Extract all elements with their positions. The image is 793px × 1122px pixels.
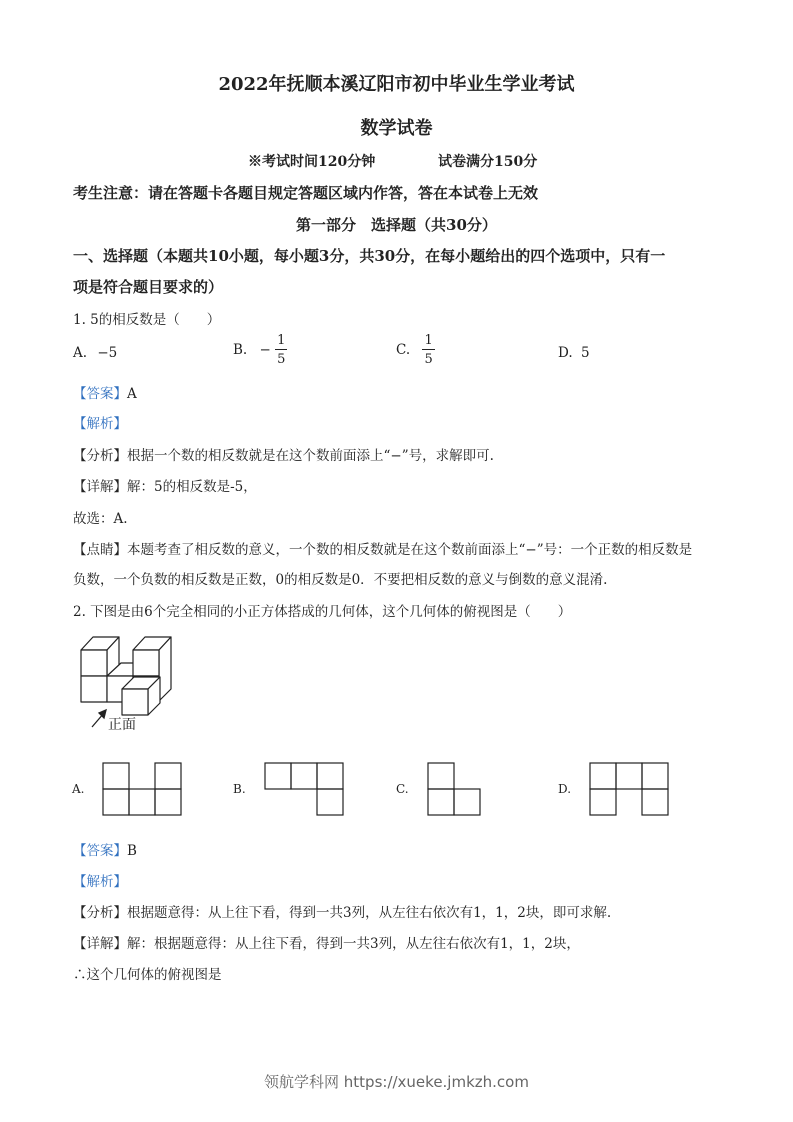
- q2-fenxi: [73, 901, 611, 921]
- q1-xiangjie-text: 解：5的相反数是-5，: [127, 479, 257, 495]
- q1-option-b-denominator: 5: [277, 352, 286, 367]
- q1-option-a-value: −5: [97, 345, 118, 361]
- q2-answer: [73, 839, 137, 859]
- q1-option-c-numerator: 1: [424, 333, 433, 348]
- q1-choice: 故选：A.: [73, 511, 128, 527]
- q2-option-c-grid[interactable]: [428, 763, 480, 815]
- q2-option-a-label: A.: [72, 782, 85, 796]
- q1-fenxi-tag: 【分析】: [73, 448, 127, 464]
- q1-option-b-numerator: 1: [277, 333, 286, 348]
- exam-score: 试卷满分150分: [438, 154, 538, 170]
- q1-answer-value: A: [127, 386, 137, 402]
- q1-option-c-denominator: 5: [424, 352, 433, 367]
- q1-stem: 1. 5的相反数是（ ）: [73, 312, 221, 328]
- q1-dianjing-tag: 【点睛】: [73, 542, 127, 558]
- section-heading-line1: 一、选择题（本题共10小题，每小题3分，共30分，在每小题给出的四个选项中，只有一: [73, 247, 666, 265]
- q2-xiangjie: [73, 932, 580, 952]
- q2-fenxi-tag: 【分析】: [73, 905, 127, 921]
- q2-analysis-tag: 【解析】: [73, 874, 127, 890]
- q2-xiangjie-text: 解：根据题意得：从上往下看，得到一共3列，从左往右依次有1，1，2块，: [127, 936, 580, 952]
- q1-dianjing-text1: 本题考查了相反数的意义，一个数的相反数就是在这个数前面添上“−”号：一个正数的相反数是: [127, 542, 693, 558]
- q1-analysis-tag: 【解析】: [73, 416, 127, 432]
- section-heading-line2: 项是符合题目要求的）: [73, 278, 224, 296]
- q1-dianjing-line2: 负数，一个负数的相反数是正数，0的相反数是0．不要把相反数的意义与倒数的意义混淆.: [73, 572, 608, 588]
- q1-option-d-label: D.: [558, 345, 573, 361]
- q2-answer-value: B: [127, 843, 137, 859]
- q2-stem: 2. 下图是由6个完全相同的小正方体搭成的几何体，这个几何体的俯视图是（ ）: [73, 604, 572, 620]
- front-view-label: 正面: [108, 717, 136, 733]
- q1-option-b-label: B.: [233, 342, 248, 358]
- q2-fenxi-text: 根据题意得：从上往下看，得到一共3列，从左往右依次有1，1，2块，即可求解.: [127, 905, 612, 921]
- q2-option-d-label: D.: [558, 782, 572, 796]
- exam-time: ※考试时间120分钟: [248, 154, 376, 170]
- q1-xiangjie-tag: 【详解】: [73, 479, 127, 495]
- part-heading: 第一部分 选择题（共30分）: [296, 216, 497, 234]
- q1-fenxi-text: 根据一个数的相反数就是在这个数前面添上“−”号，求解即可.: [127, 448, 494, 464]
- q2-therefore: ∴这个几何体的俯视图是: [73, 967, 222, 983]
- q2-option-b-label: B.: [233, 782, 246, 796]
- q2-answer-tag: 【答案】: [73, 843, 127, 859]
- q2-option-c-label: C.: [396, 782, 409, 796]
- q1-option-d-value: 5: [580, 345, 590, 361]
- q1-option-b-sign: −: [259, 342, 271, 358]
- footer-watermark-link[interactable]: 领航学科网 https://xueke.jmkzh.com: [264, 1073, 529, 1091]
- q2-option-d-grid[interactable]: [590, 763, 668, 815]
- q1-option-c-label: C.: [396, 342, 411, 358]
- exam-title: 2022年抚顺本溪辽阳市初中毕业生学业考试: [218, 74, 575, 95]
- exam-subtitle: 数学试卷: [360, 118, 433, 139]
- q1-option-a-label: A.: [73, 345, 88, 361]
- exam-notice: 考生注意：请在答题卡各题目规定答题区域内作答，答在本试卷上无效: [73, 184, 539, 202]
- q2-option-a-grid[interactable]: [103, 763, 181, 815]
- q1-answer-tag: 【答案】: [73, 386, 127, 402]
- q2-option-b-grid[interactable]: [265, 763, 343, 815]
- q2-xiangjie-tag: 【详解】: [73, 936, 127, 952]
